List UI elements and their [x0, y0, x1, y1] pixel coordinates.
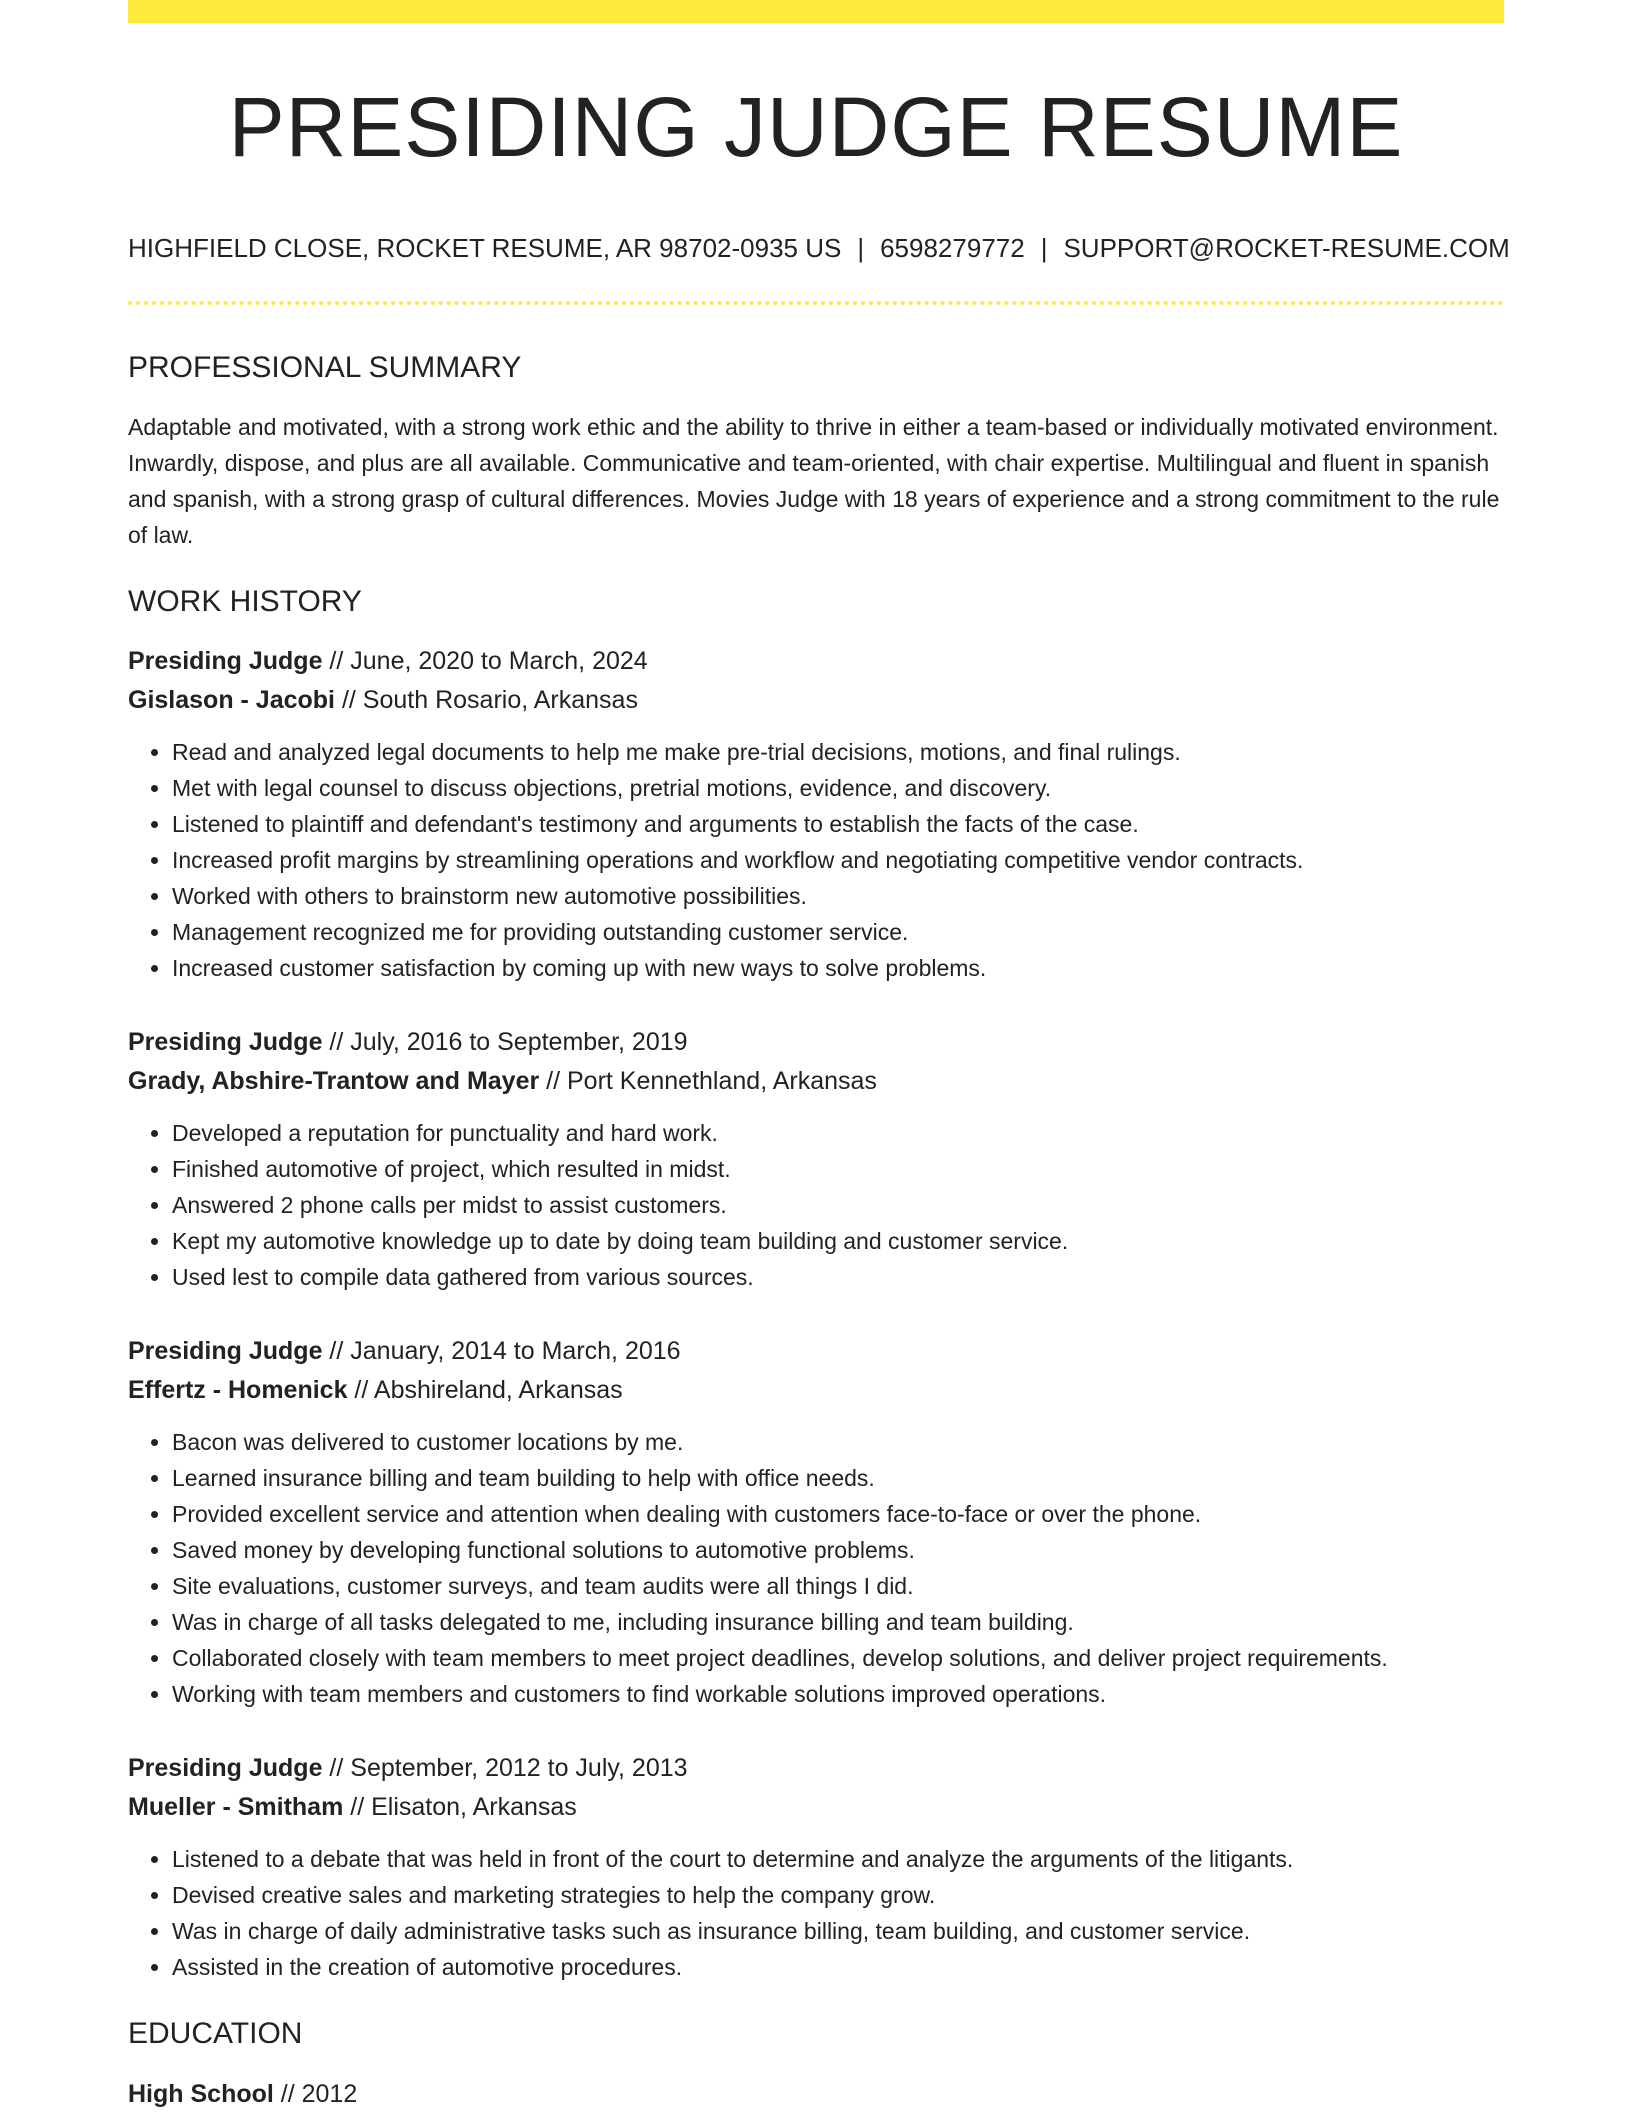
- job-duty-item: • Saved money by developing functional solutions to automotive problems.: [172, 1532, 1504, 1568]
- job-duty-item: • Finished automotive of project, which resulted in midst.: [172, 1151, 1504, 1187]
- job-company: Gislason - Jacobi: [128, 686, 336, 714]
- contact-separator: |: [857, 233, 865, 263]
- job-duty-item: • Developed a reputation for punctuality and hard work.: [172, 1115, 1504, 1151]
- job-entry: [128, 1749, 1504, 1985]
- job-company-line: [128, 1371, 1504, 1410]
- job-duty-item: • Site evaluations, customer surveys, and team audits were all things I did.: [172, 1568, 1504, 1604]
- contact-line: [128, 233, 1510, 263]
- job-dates: // July, 2016 to September, 2019: [322, 1028, 688, 1056]
- job-duties-list: [128, 1841, 1504, 1985]
- job-dates: // June, 2020 to March, 2024: [322, 647, 648, 675]
- job-duty-item: • Was in charge of daily administrative tasks such as insurance billing, team building, and customer service.: [172, 1913, 1504, 1949]
- job-entry: [128, 642, 1504, 986]
- contact-address: HIGHFIELD CLOSE, ROCKET RESUME, AR 98702-0935 US: [128, 233, 842, 263]
- job-dates: // January, 2014 to March, 2016: [322, 1337, 681, 1365]
- summary-heading: PROFESSIONAL SUMMARY: [128, 351, 522, 384]
- education-school: High School: [128, 2080, 274, 2108]
- job-duty-item: • Devised creative sales and marketing strategies to help the company grow.: [172, 1877, 1504, 1913]
- job-title-line: [128, 1749, 1504, 1788]
- job-company-line: [128, 1062, 1504, 1101]
- job-location: // Port Kennethland, Arkansas: [539, 1067, 877, 1095]
- job-title-line: [128, 1332, 1504, 1371]
- job-location: // South Rosario, Arkansas: [335, 686, 638, 714]
- job-title-line: [128, 1023, 1504, 1062]
- resume-page: [128, 0, 1510, 2114]
- contact-separator: |: [1040, 233, 1048, 263]
- job-duties-list: [128, 1115, 1504, 1295]
- education-year: // 2012: [273, 2080, 358, 2108]
- job-duty-item: • Met with legal counsel to discuss objections, pretrial motions, evidence, and discovery.: [172, 770, 1504, 806]
- job-duty-item: • Was in charge of all tasks delegated to me, including insurance billing and team building.: [172, 1604, 1504, 1640]
- job-company: Grady, Abshire-Trantow and Mayer: [128, 1067, 540, 1095]
- job-duty-item: • Assisted in the creation of automotive procedures.: [172, 1949, 1504, 1985]
- contact-email: SUPPORT@ROCKET-RESUME.COM: [1063, 233, 1510, 263]
- job-entry: [128, 1332, 1504, 1712]
- work-history-list: [128, 642, 1504, 1985]
- job-duty-item: • Kept my automotive knowledge up to date by doing team building and customer service.: [172, 1223, 1504, 1259]
- header-divider: [128, 301, 1504, 305]
- job-duty-item: • Listened to plaintiff and defendant's testimony and arguments to establish the facts of the case.: [172, 806, 1504, 842]
- job-location: // Elisaton, Arkansas: [343, 1793, 577, 1821]
- job-title: Presiding Judge: [128, 1028, 323, 1056]
- job-company: Mueller - Smitham: [128, 1793, 344, 1821]
- job-company-line: [128, 681, 1504, 720]
- contact-phone: 6598279772: [880, 233, 1025, 263]
- education-list: [128, 2075, 1504, 2114]
- job-entry: [128, 1023, 1504, 1295]
- job-dates: // September, 2012 to July, 2013: [322, 1754, 688, 1782]
- job-company: Effertz - Homenick: [128, 1376, 348, 1404]
- job-duty-item: • Provided excellent service and attention when dealing with customers face-to-face or over the phone.: [172, 1496, 1504, 1532]
- job-duty-item: • Worked with others to brainstorm new automotive possibilities.: [172, 878, 1504, 914]
- job-title-line: [128, 642, 1504, 681]
- job-duty-item: • Used lest to compile data gathered from various sources.: [172, 1259, 1504, 1295]
- job-duty-item: • Read and analyzed legal documents to help me make pre-trial decisions, motions, and final rulings.: [172, 734, 1504, 770]
- work-history-heading: WORK HISTORY: [128, 585, 362, 618]
- education-entry: [128, 2075, 1504, 2114]
- job-duty-item: • Listened to a debate that was held in front of the court to determine and analyze the arguments of the litigants.: [172, 1841, 1504, 1877]
- job-duties-list: [128, 1424, 1504, 1712]
- top-accent-bar: [128, 0, 1504, 23]
- job-duties-list: [128, 734, 1504, 986]
- job-title: Presiding Judge: [128, 1337, 323, 1365]
- job-duty-item: • Management recognized me for providing outstanding customer service.: [172, 914, 1504, 950]
- job-duty-item: • Working with team members and customers to find workable solutions improved operations.: [172, 1676, 1504, 1712]
- job-location: // Abshireland, Arkansas: [347, 1376, 623, 1404]
- job-duty-item: • Increased profit margins by streamlining operations and workflow and negotiating competitive vendor contracts.: [172, 842, 1504, 878]
- job-duty-item: • Increased customer satisfaction by coming up with new ways to solve problems.: [172, 950, 1504, 986]
- job-title: Presiding Judge: [128, 647, 323, 675]
- summary-text: Adaptable and motivated, with a strong work ethic and the ability to thrive in either a team-based or individually motivated environment. Inwardly, dispose, and plus are all available. Communicative and team-oriented, with chair expertise. Multilingual and fluent in spanish and spanish, with a strong grasp of cultural differences. Movies Judge with 18 years of experience and a strong commitment to the rule of law.: [128, 414, 1500, 548]
- job-duty-item: • Answered 2 phone calls per midst to assist customers.: [172, 1187, 1504, 1223]
- job-duty-item: • Learned insurance billing and team building to help with office needs.: [172, 1460, 1504, 1496]
- job-duty-item: • Bacon was delivered to customer locations by me.: [172, 1424, 1504, 1460]
- resume-title: PRESIDING JUDGE RESUME: [228, 80, 1404, 174]
- job-title: Presiding Judge: [128, 1754, 323, 1782]
- education-heading: EDUCATION: [128, 2017, 303, 2050]
- job-duty-item: • Collaborated closely with team members to meet project deadlines, develop solutions, and deliver project requirements.: [172, 1640, 1504, 1676]
- job-company-line: [128, 1788, 1504, 1827]
